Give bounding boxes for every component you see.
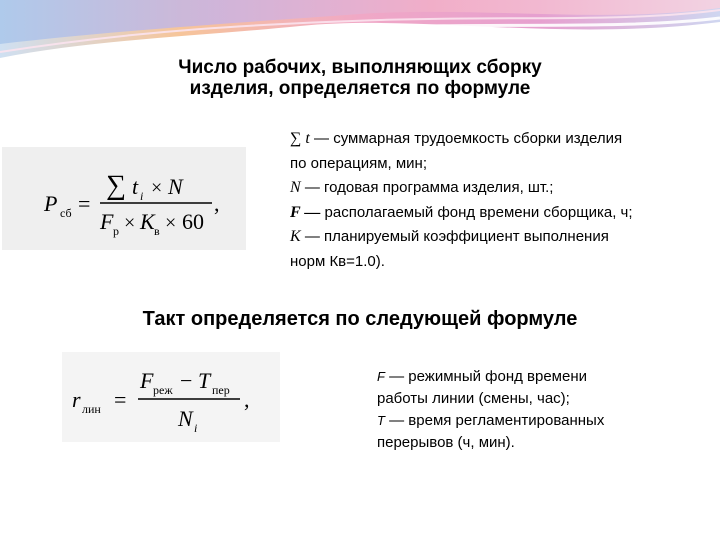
formula1-den-f: F — [100, 209, 114, 234]
definition-text: — режимный фонд времени — [384, 368, 587, 385]
formula2-num-t: T — [198, 368, 211, 393]
formula2-num-f: F — [140, 368, 154, 393]
formula1-sum-sign: ∑ — [106, 170, 126, 201]
title-line-2: изделия, определяется по формуле — [189, 78, 531, 99]
formula2-num-f-sub: реж — [153, 383, 173, 397]
formula1-num-t: t — [132, 174, 139, 199]
definition-line — [290, 225, 715, 250]
formula1-times-1: × — [151, 177, 163, 199]
title-line-1: Число рабочих, выполняющих сборку — [178, 57, 542, 78]
formula2-den-n: N — [178, 406, 193, 431]
definition-symbol: N — [290, 179, 301, 196]
definition-text: — годовая программа изделия, шт.; — [300, 179, 554, 196]
definition-symbol: F — [377, 369, 385, 384]
definition-line — [290, 152, 715, 177]
definition-line — [377, 432, 707, 454]
formula2-num-t-sub: пер — [212, 383, 230, 397]
definition-symbol: ∑ t — [290, 130, 310, 147]
definition-line — [290, 127, 715, 152]
definition-line — [290, 176, 715, 201]
formula2-equals: = — [114, 387, 127, 412]
definition-text: перерывов (ч, мин). — [377, 434, 515, 451]
decorative-wave-banner — [0, 0, 720, 60]
takt-formula-definitions — [377, 366, 707, 454]
workers-count-formula — [2, 147, 246, 250]
definition-symbol: K — [290, 228, 301, 245]
definition-text: работы линии (смены, час); — [377, 390, 570, 407]
definition-line — [377, 366, 707, 388]
definition-line — [377, 388, 707, 410]
formula1-equals: = — [78, 191, 91, 216]
formula1-times-3: × — [165, 212, 177, 234]
definition-text: — суммарная трудоемкость сборки изделия — [309, 130, 623, 147]
formula1-den-k-sub: в — [154, 224, 160, 238]
definition-text: — время регламентированных — [384, 412, 605, 429]
formula1-den-k: K — [140, 209, 155, 234]
formula2-minus: − — [180, 368, 193, 393]
definition-text: располагаемый фонд времени сборщика, ч; — [320, 203, 633, 221]
workers-formula-definitions — [290, 127, 715, 274]
definition-line — [290, 201, 715, 226]
formula2-lhs-symbol: r — [72, 387, 81, 412]
formula1-den-60: 60 — [182, 209, 204, 234]
formula1-num-n: N — [168, 174, 183, 199]
definition-line — [290, 250, 715, 275]
formula2-den-n-sub: i — [194, 421, 198, 435]
formula1-lhs-symbol: P — [44, 191, 58, 216]
section-title-takt: Такт определяется по следующей формуле — [142, 308, 578, 330]
formula1-lhs-sub: сб — [60, 206, 72, 220]
formula2-comma: , — [244, 387, 250, 412]
formula1-den-f-sub: р — [113, 224, 119, 238]
page-title — [100, 57, 620, 99]
takt-formula — [62, 352, 280, 442]
definition-text: по операциям, мин; — [290, 154, 428, 172]
formula1-times-2: × — [124, 212, 136, 234]
formula2-lhs-sub: лин — [82, 402, 101, 416]
definition-text: норм Кв=1.0). — [290, 252, 385, 270]
definition-symbol: F — — [290, 203, 321, 221]
definition-line — [377, 410, 707, 432]
formula1-num-t-sub: i — [140, 189, 144, 203]
formula1-comma: , — [214, 191, 220, 216]
definition-symbol: T — [377, 413, 385, 428]
definition-text: — планируемый коэффициент выполнения — [300, 228, 609, 245]
